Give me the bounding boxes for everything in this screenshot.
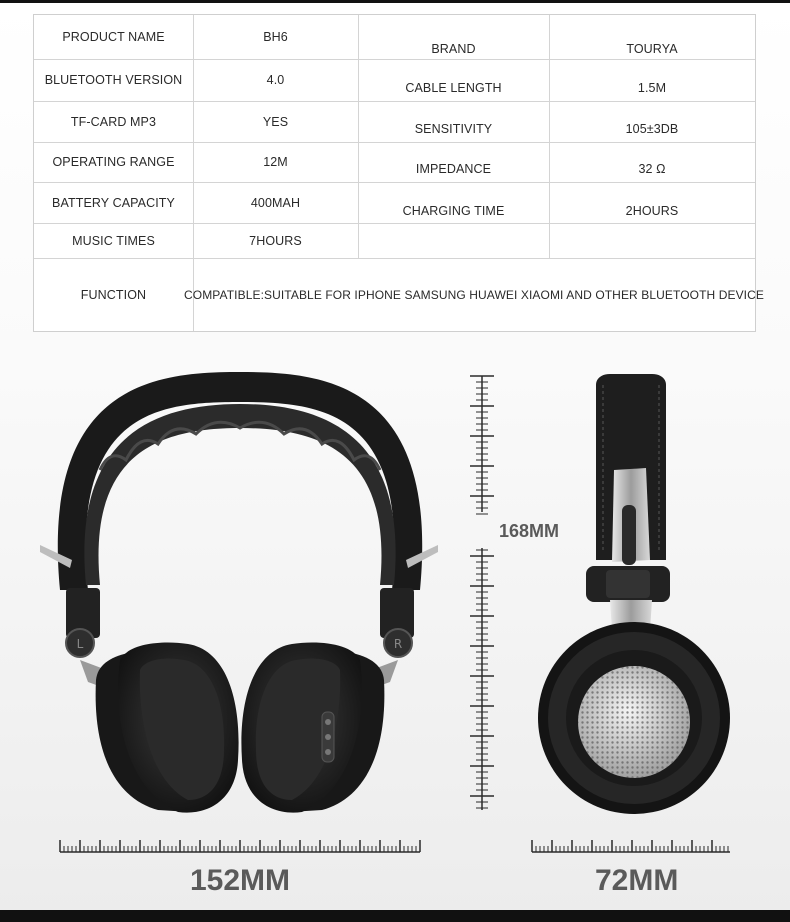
spec-label-sensitivity: SENSITIVITY	[414, 121, 493, 136]
headphones-side-view	[538, 374, 730, 814]
width-dimension-label: 152MM	[190, 864, 291, 897]
spec-value-music-times: 7HOURS	[249, 233, 302, 248]
spec-value-battery-capacity: 400MAH	[250, 195, 301, 210]
spec-label-product-name: PRODUCT NAME	[62, 30, 165, 44]
spec-value-impedance: 32 Ω	[638, 162, 666, 176]
spec-value-cable-length: 1.5M	[637, 81, 667, 95]
spec-label-tf-card: TF-CARD MP3	[70, 114, 157, 129]
height-ruler	[470, 376, 494, 810]
spec-value-charging-time: 2HOURS	[625, 203, 679, 218]
svg-text:R: R	[393, 637, 403, 651]
spec-label-operating-range: OPERATING RANGE	[52, 155, 175, 169]
spec-value-tf-card: YES	[262, 114, 289, 129]
depth-dimension-label: 72MM	[595, 864, 679, 897]
spec-label-function: FUNCTION	[80, 287, 147, 302]
spec-label-bluetooth-version: BLUETOOTH VERSION	[44, 73, 183, 87]
spec-label-charging-time: CHARGING TIME	[402, 203, 505, 218]
spec-value-function: COMPATIBLE:SUITABLE FOR IPHONE SAMSUNG HUAWEI XIAOMI AND OTHER BLUETOOTH DEVICE	[184, 287, 764, 302]
spec-label-battery-capacity: BATTERY CAPACITY	[52, 195, 175, 210]
spec-value-sensitivity: 105±3DB	[625, 121, 679, 136]
spec-value-operating-range: 12M	[263, 155, 288, 169]
width-ruler	[60, 840, 420, 852]
spec-label-brand: BRAND	[431, 42, 476, 56]
depth-ruler	[532, 840, 730, 852]
spec-label-impedance: IMPEDANCE	[415, 162, 492, 176]
spec-value-bluetooth-version: 4.0	[266, 73, 285, 87]
height-dimension-label: 168MM	[499, 521, 560, 541]
headphones-front-view	[40, 372, 438, 813]
spec-value-brand: TOURYA	[626, 42, 678, 56]
spec-label-cable-length: CABLE LENGTH	[405, 81, 502, 95]
svg-text:L: L	[76, 637, 84, 651]
spec-label-music-times: MUSIC TIMES	[72, 233, 155, 248]
spec-value-product-name: BH6	[263, 30, 288, 44]
